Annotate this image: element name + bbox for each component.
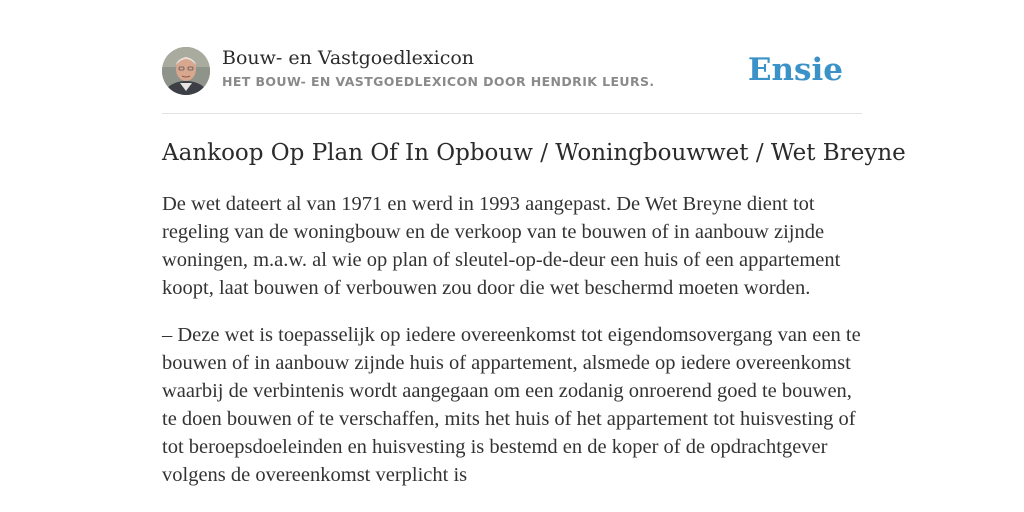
author-portrait-icon [162, 47, 210, 95]
article-paragraph: De wet dateert al van 1971 en werd in 1993 aangepast. De Wet Breyne dient tot regeling van de woningbouw en de verkoop van te bouwen of in aanbouw zijnde woningen, m.a.w. al wie op plan of sleutel-op-de-deur een huis of een appartement koopt, laat bouwen of verbouwen zou door die wet beschermd moeten worden. [162, 193, 841, 299]
source-subtitle: HET BOUW- EN VASTGOEDLEXICON DOOR HENDRIK LEURS. [222, 74, 655, 89]
header-divider [162, 113, 862, 114]
article-title: Aankoop Op Plan Of In Opbouw / Woningbouwwet / Wet Breyne [162, 140, 906, 166]
ensie-logo-link[interactable]: Ensie [747, 52, 843, 88]
author-avatar[interactable] [162, 47, 210, 95]
source-title[interactable]: Bouw- en Vastgoedlexicon [222, 47, 475, 69]
source-header [162, 46, 862, 96]
article-paragraph: – Deze wet is toepasselijk op iedere overeenkomst tot eigendomsovergang van een te bouwen of in aanbouw zijnde huis of appartement, alsmede op iedere overeenkomst waarbij de verbintenis wordt aangegaan om een zodanig onroerend goed te bouwen, te doen bouwen of te verschaffen, mits het huis of het appartement tot huisvesting of tot beroepsdoeleinden en huisvesting is bestemd en de koper of de opdrachtgever volgens de overeenkomst verplicht is [162, 324, 861, 486]
article-body [162, 190, 862, 508]
